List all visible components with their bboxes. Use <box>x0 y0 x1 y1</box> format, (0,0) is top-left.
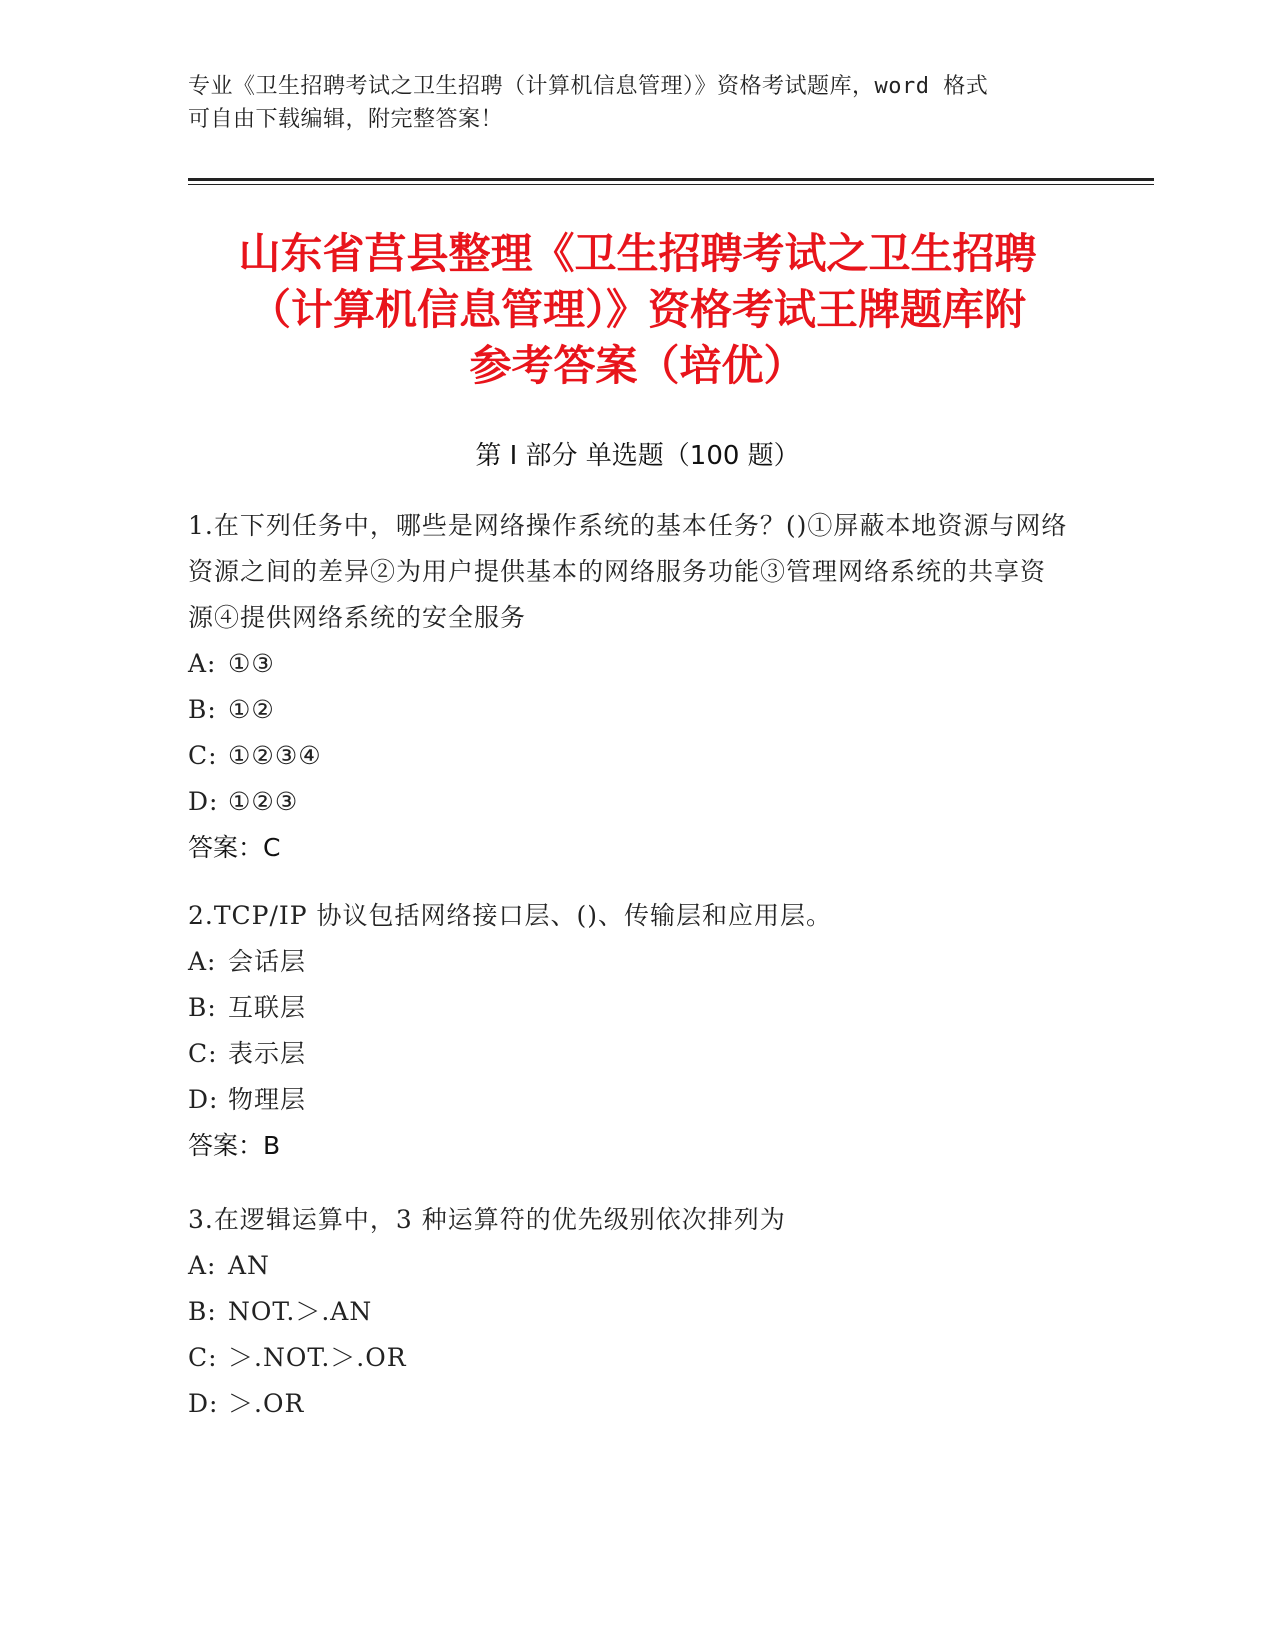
document-title-line-1: 山东省莒县整理《卫生招聘考试之卫生招聘 <box>238 229 1037 278</box>
option-letter: A: <box>188 649 217 678</box>
header-rule-thick <box>188 178 1154 181</box>
option-text: 物理层 <box>228 1085 307 1114</box>
option-text: 会话层 <box>228 947 307 976</box>
option-b <box>188 1289 1068 1335</box>
document-title-line-2: （计算机信息管理）》资格考试王牌题库附 <box>248 285 1026 334</box>
document-title <box>170 226 1105 394</box>
option-c <box>188 733 1068 779</box>
option-a <box>188 1243 1068 1289</box>
option-a <box>188 939 1068 985</box>
question-stem: 3.在逻辑运算中，3 种运算符的优先级别依次排列为 <box>188 1205 786 1234</box>
option-text: NOT.＞.AN <box>228 1297 373 1326</box>
option-letter: A: <box>188 947 217 976</box>
option-b <box>188 985 1068 1031</box>
option-text: AN <box>228 1251 270 1280</box>
option-letter: D: <box>188 1085 219 1114</box>
section-title: 第 I 部分 单选题（100 题） <box>475 441 800 471</box>
question-1 <box>188 503 1068 871</box>
option-letter: C: <box>188 741 218 770</box>
option-letter: B: <box>188 993 217 1022</box>
option-letter: A: <box>188 1251 217 1280</box>
option-a <box>188 641 1068 687</box>
option-text: ①②③④ <box>228 741 322 770</box>
option-text: 互联层 <box>228 993 307 1022</box>
question-3 <box>188 1197 1068 1427</box>
option-text: ＞.NOT.＞.OR <box>228 1343 407 1372</box>
option-letter: B: <box>188 1297 217 1326</box>
option-d <box>188 1077 1068 1123</box>
question-stem: 2.TCP/IP 协议包括网络接口层、()、传输层和应用层。 <box>188 901 833 930</box>
document-title-line-3: 参考答案（培优） <box>469 341 806 390</box>
option-b <box>188 687 1068 733</box>
option-d <box>188 1381 1068 1427</box>
option-letter: D: <box>188 1389 219 1418</box>
answer-label: 答案：B <box>188 1131 281 1160</box>
option-letter: D: <box>188 787 219 816</box>
option-text: ①②③ <box>228 787 299 816</box>
option-letter: C: <box>188 1343 218 1372</box>
question-2 <box>188 893 1068 1169</box>
header-rule-thin <box>188 184 1154 185</box>
header-note-line-1: 专业《卫生招聘考试之卫生招聘（计算机信息管理）》资格考试题库，word 格式 <box>188 74 989 99</box>
header-note <box>188 70 1088 136</box>
option-letter: C: <box>188 1039 218 1068</box>
option-c <box>188 1335 1068 1381</box>
option-d <box>188 779 1068 825</box>
question-stem: 1.在下列任务中，哪些是网络操作系统的基本任务？()①屏蔽本地资源与网络资源之间的差异②为用户提供基本的网络服务功能③管理网络系统的共享资源④提供网络系统的安全服务 <box>188 511 1068 632</box>
header-note-line-2: 可自由下载编辑，附完整答案！ <box>188 107 504 132</box>
option-text: ①③ <box>228 649 275 678</box>
option-text: ①② <box>228 695 275 724</box>
answer-label: 答案：C <box>188 833 281 862</box>
option-text: 表示层 <box>228 1039 307 1068</box>
option-c <box>188 1031 1068 1077</box>
option-letter: B: <box>188 695 217 724</box>
option-text: ＞.OR <box>228 1389 305 1418</box>
